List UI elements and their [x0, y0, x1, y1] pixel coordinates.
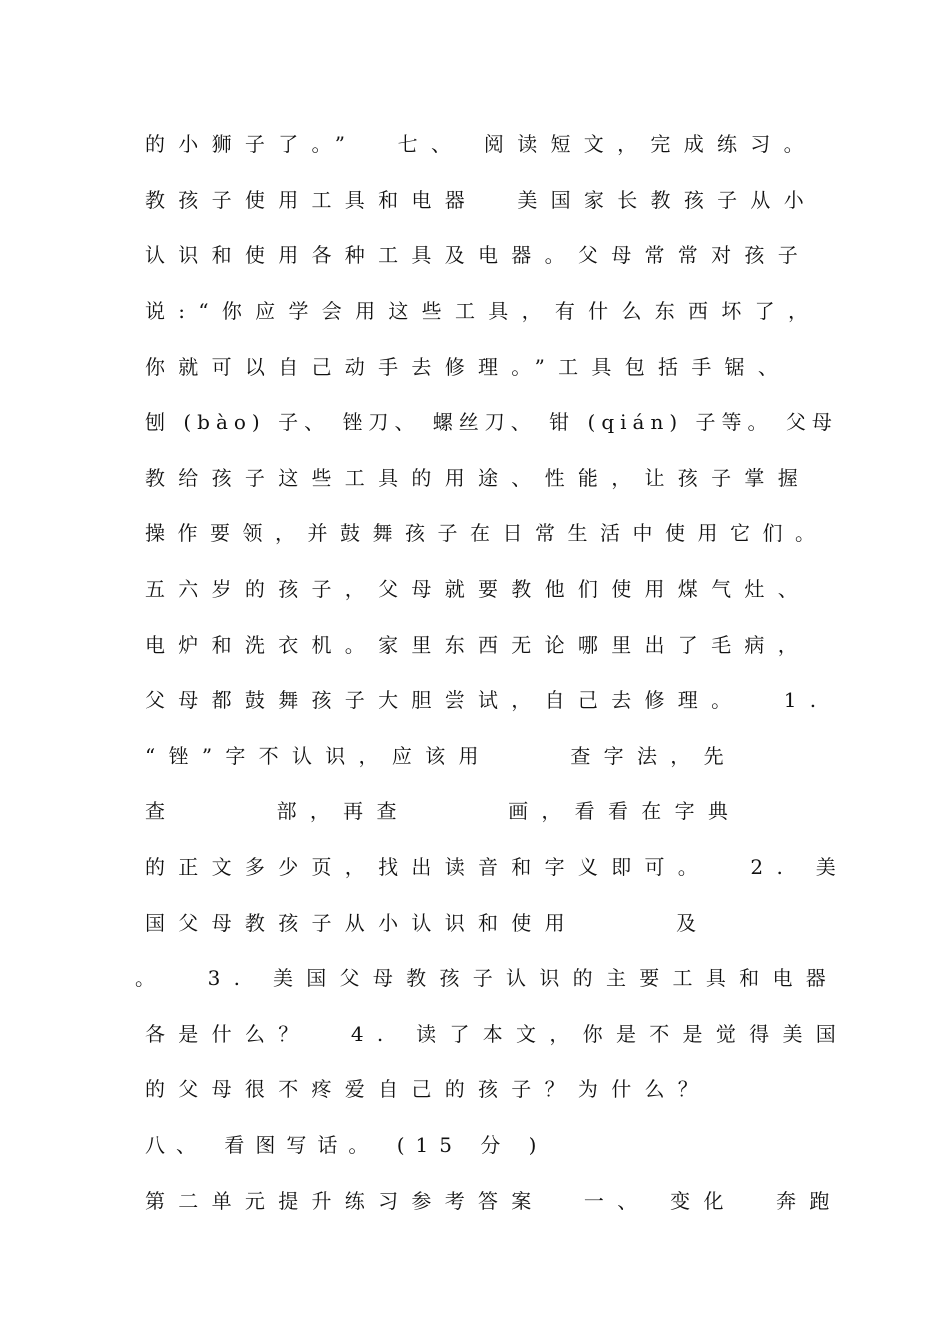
- text-line: 父母都鼓舞孩子大胆尝试，自己去修理。 1.: [145, 688, 830, 712]
- text-line: 的父母很不疼爱自己的孩子？为什么？: [145, 1077, 712, 1101]
- text-line: 操作要领，并鼓舞孩子在日常生活中使用它们。: [145, 521, 828, 545]
- text-line: 的小狮子了。” 七、 阅读短文，完成练习。: [145, 132, 817, 156]
- section-heading: 八、 看图写话。 (15 分 ): [145, 1133, 548, 1157]
- text-line: 教给孩子这些工具的用途、性能，让孩子掌握: [145, 466, 811, 490]
- text-line: 五六岁的孩子，父母就要教他们使用煤气灶、: [145, 577, 811, 601]
- text-line: 国父母教孩子从小认识和使用 及: [145, 911, 710, 935]
- text-line: 各是什么？ 4. 读了本文，你是不是觉得美国: [145, 1022, 850, 1046]
- text-line: 。 3. 美国父母教孩子认识的主要工具和电器: [135, 966, 840, 990]
- answer-heading: 第二单元提升练习参考答案 一、 变化 奔跑: [145, 1189, 843, 1213]
- text-line: 认识和使用各种工具及电器。父母常常对孩子: [145, 243, 811, 267]
- text-line: 说:“你应学会用这些工具，有什么东西坏了，: [145, 299, 822, 323]
- text-line: 你就可以自己动手去修理。”工具包括手锯、: [145, 355, 792, 379]
- text-line: “锉”字不认识，应该用 查字法，先: [145, 744, 737, 768]
- text-line: 查 部，再查 画，看看在字典: [145, 799, 742, 823]
- text-line: 刨 (bào) 子、 锉刀、 螺丝刀、 钳 (qián) 子等。 父母: [145, 410, 838, 434]
- text-line: 电炉和洗衣机。家里东西无论哪里出了毛病，: [145, 633, 811, 657]
- text-line: 的正文多少页，找出读音和字义即可。 2. 美: [145, 855, 850, 879]
- text-line: 教孩子使用工具和电器 美国家长教孩子从小: [145, 188, 818, 212]
